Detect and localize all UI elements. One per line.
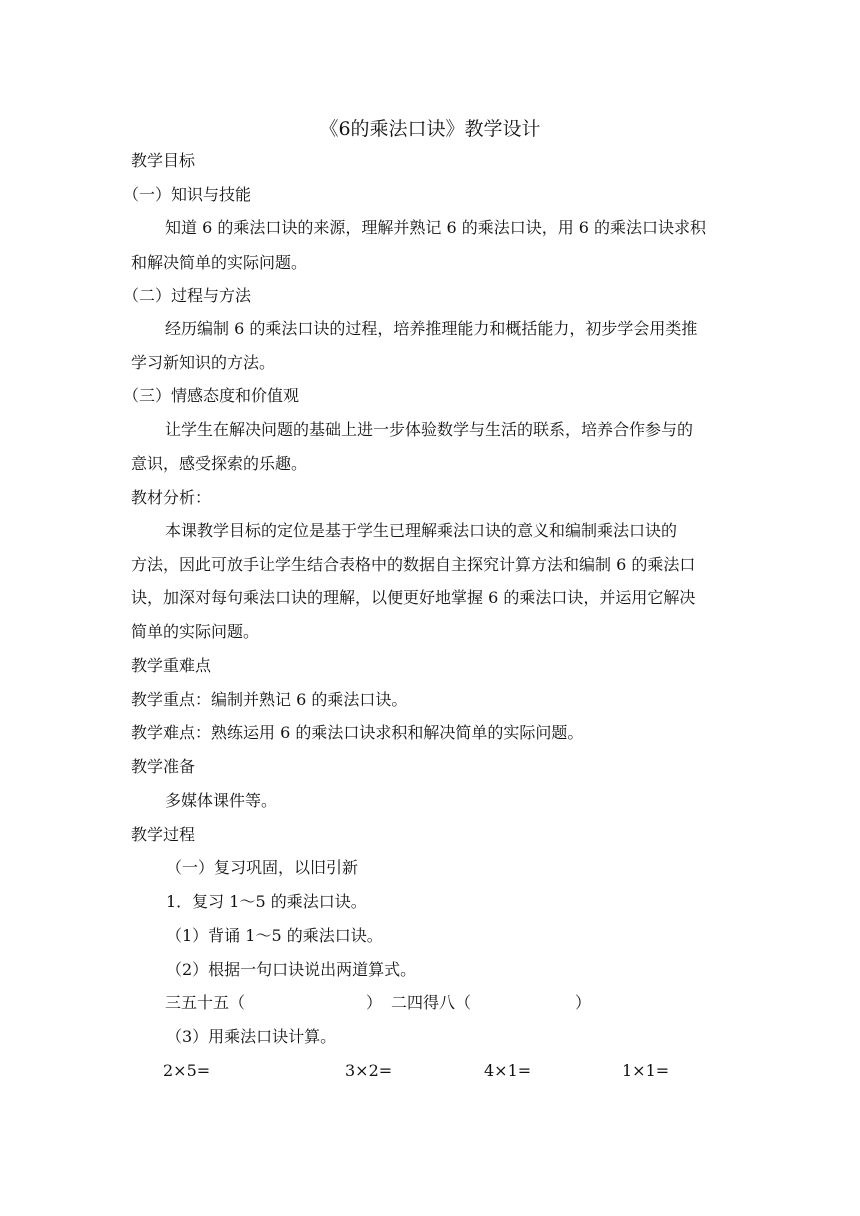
goal3-heading: （三）情感态度和价值观 [123, 386, 300, 405]
analysis-line3: 诀，加深对每句乘法口诀的理解，以便更好地掌握 6 的乘法口诀，并运用它解决 [131, 588, 696, 607]
process-heading: 教学过程 [131, 825, 196, 844]
goal2-line1: 经历编制 6 的乘法口诀的过程，培养推理能力和概括能力，初步学会用类推 [165, 319, 698, 338]
process-sub3: （3）用乘法口诀计算。 [166, 1027, 337, 1046]
prep-text: 多媒体课件等。 [165, 791, 278, 810]
rhyme1-close: ） [366, 993, 383, 1012]
keypoints-difficulty: 教学难点：熟练运用 6 的乘法口诀求积和解决简单的实际问题。 [131, 723, 584, 742]
rhyme1-open: 三五十五（ [165, 993, 246, 1012]
process-item1: 1．复习 1～5 的乘法口诀。 [166, 892, 367, 911]
goal1-heading: （一）知识与技能 [123, 185, 252, 204]
calc-item: 4×1= [484, 1061, 532, 1080]
process-sub2: （2）根据一句口诀说出两道算式。 [166, 960, 417, 979]
keypoints-focus: 教学重点：编制并熟记 6 的乘法口诀。 [131, 690, 408, 709]
goals-heading: 教学目标 [131, 151, 196, 170]
calc-item: 3×2= [345, 1061, 393, 1080]
calc-item: 1×1= [622, 1061, 670, 1080]
goal1-line2: 和解决简单的实际问题。 [131, 253, 308, 272]
goal2-line2: 学习新知识的方法。 [131, 353, 276, 372]
rhyme2-open: 二四得八（ [391, 993, 472, 1012]
process-sub1: （1）背诵 1～5 的乘法口诀。 [166, 926, 383, 945]
analysis-line1: 本课教学目标的定位是基于学生已理解乘法口诀的意义和编制乘法口诀的 [165, 521, 678, 540]
analysis-line4: 简单的实际问题。 [131, 622, 260, 641]
goal2-heading: （二）过程与方法 [123, 286, 252, 305]
rhyme2-close: ） [575, 993, 592, 1012]
prep-heading: 教学准备 [131, 757, 196, 776]
analysis-line2: 方法，因此可放手让学生结合表格中的数据自主探究计算方法和编制 6 的乘法口 [131, 555, 696, 574]
document-title: 《6的乘法口诀》教学设计 [319, 118, 541, 140]
keypoints-heading: 教学重难点 [131, 656, 212, 675]
goal1-line1: 知道 6 的乘法口诀的来源，理解并熟记 6 的乘法口诀，用 6 的乘法口诀求积 [165, 218, 707, 237]
calc-item: 2×5= [163, 1061, 211, 1080]
process-step1: （一）复习巩固，以旧引新 [166, 858, 359, 877]
analysis-heading: 教材分析： [131, 488, 212, 507]
goal3-line2: 意识，感受探索的乐趣。 [131, 454, 308, 473]
goal3-line1: 让学生在解决问题的基础上进一步体验数学与生活的联系，培养合作参与的 [165, 420, 694, 439]
